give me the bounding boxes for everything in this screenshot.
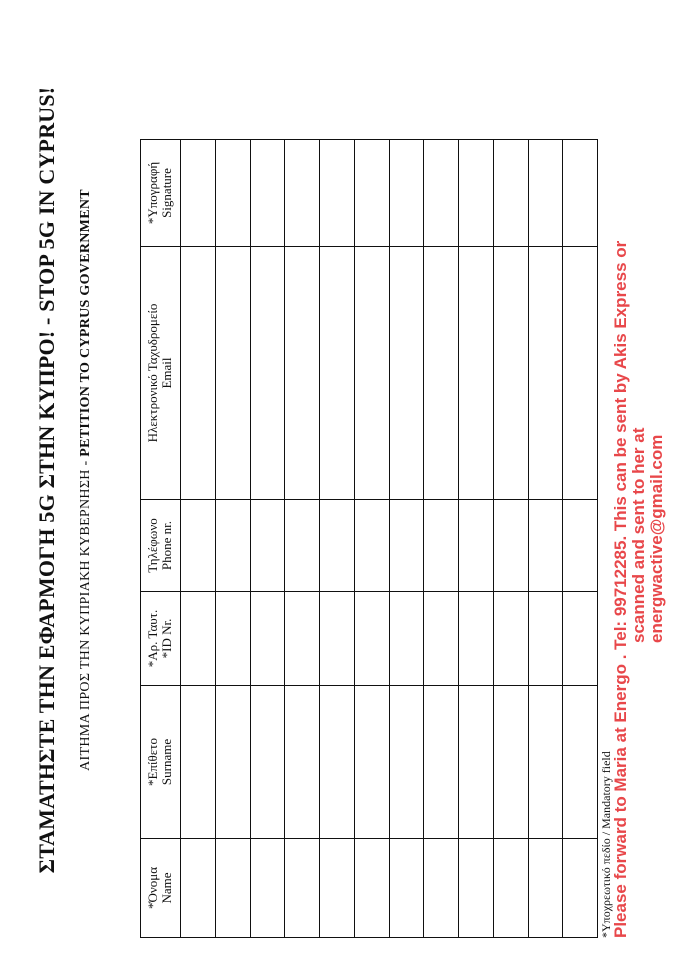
table-cell[interactable]	[389, 500, 424, 592]
table-cell[interactable]	[320, 247, 355, 500]
table-cell[interactable]	[459, 140, 494, 247]
header-english: Name	[159, 872, 174, 904]
table-cell[interactable]	[563, 839, 598, 938]
forward-email: energwactive@gmail.com	[647, 434, 666, 643]
petition-table	[140, 139, 598, 938]
table-cell[interactable]	[563, 686, 598, 839]
table-cell[interactable]	[493, 839, 528, 938]
table-cell[interactable]	[320, 140, 355, 247]
table-row	[563, 140, 598, 938]
table-cell[interactable]	[320, 686, 355, 839]
mandatory-field-note: *Υποχρεωτικό πεδίο / Mandatory field	[599, 751, 613, 938]
column-header-email	[141, 247, 181, 500]
table-cell[interactable]	[459, 839, 494, 938]
table-cell[interactable]	[424, 140, 459, 247]
document-title: ΣΤΑΜΑΤΗΣΤΕ ΤΗΝ ΕΦΑΡΜΟΓΗ 5G ΣΤΗΝ ΚΥΠΡΟ! - STOP 5G IN CYPRUS!	[34, 86, 59, 874]
table-cell[interactable]	[459, 592, 494, 686]
table-cell[interactable]	[181, 140, 216, 247]
table-cell[interactable]	[493, 592, 528, 686]
header-greek: *Επίθετο	[145, 738, 160, 786]
table-row	[459, 140, 494, 938]
table-cell[interactable]	[354, 592, 389, 686]
table-cell[interactable]	[563, 247, 598, 500]
header-english: Phone nr.	[159, 520, 174, 571]
table-cell[interactable]	[493, 247, 528, 500]
table-row	[389, 140, 424, 938]
table-cell[interactable]	[320, 592, 355, 686]
table-cell[interactable]	[389, 140, 424, 247]
table-cell[interactable]	[181, 686, 216, 839]
table-cell[interactable]	[563, 592, 598, 686]
table-cell[interactable]	[493, 140, 528, 247]
table-row	[215, 140, 250, 938]
header-greek: *Όνομα	[145, 866, 160, 910]
header-greek: *Αρ. Ταυτ.	[145, 609, 160, 668]
table-header-row	[141, 140, 181, 938]
table-cell[interactable]	[320, 839, 355, 938]
petition-table-body	[181, 140, 598, 938]
table-cell[interactable]	[215, 592, 250, 686]
table-cell[interactable]	[563, 140, 598, 247]
table-cell[interactable]	[250, 500, 285, 592]
header-english: Surname	[159, 738, 174, 786]
table-row	[320, 140, 355, 938]
table-cell[interactable]	[215, 686, 250, 839]
table-row	[424, 140, 459, 938]
table-row	[528, 140, 563, 938]
subtitle-greek: ΑΙΤΗΜΑ ΠΡΟΣ ΤΗΝ ΚΥΠΡΙΑΚΗ ΚΥΒΕΡΝΗΣΗ -	[78, 456, 93, 771]
document-subtitle	[78, 0, 94, 960]
table-cell[interactable]	[250, 140, 285, 247]
table-cell[interactable]	[424, 839, 459, 938]
table-cell[interactable]	[320, 500, 355, 592]
table-cell[interactable]	[354, 140, 389, 247]
table-row	[250, 140, 285, 938]
table-cell[interactable]	[389, 592, 424, 686]
table-cell[interactable]	[285, 839, 320, 938]
table-cell[interactable]	[424, 500, 459, 592]
table-cell[interactable]	[215, 839, 250, 938]
header-english: Email	[159, 357, 174, 389]
header-english: *ID Nr.	[159, 618, 174, 659]
table-cell[interactable]	[528, 686, 563, 839]
forward-instructions	[612, 38, 666, 938]
table-cell[interactable]	[250, 247, 285, 500]
forward-line-2: scanned and sent to her at	[629, 427, 648, 643]
table-cell[interactable]	[424, 686, 459, 839]
table-cell[interactable]	[354, 247, 389, 500]
table-cell[interactable]	[528, 247, 563, 500]
table-cell[interactable]	[285, 247, 320, 500]
table-cell[interactable]	[285, 140, 320, 247]
table-cell[interactable]	[528, 839, 563, 938]
table-cell[interactable]	[215, 247, 250, 500]
table-row	[181, 140, 216, 938]
table-cell[interactable]	[459, 247, 494, 500]
header-greek: Τηλέφωνο	[145, 518, 160, 573]
forward-line-1: Please forward to Maria at Energo . Tel: 99712285. This can be sent by Akis Express or	[611, 240, 630, 938]
table-cell[interactable]	[354, 500, 389, 592]
table-cell[interactable]	[424, 592, 459, 686]
table-cell[interactable]	[285, 686, 320, 839]
table-row	[354, 140, 389, 938]
table-cell[interactable]	[181, 500, 216, 592]
table-cell[interactable]	[354, 686, 389, 839]
column-header-phone	[141, 500, 181, 592]
table-cell[interactable]	[181, 592, 216, 686]
table-cell[interactable]	[389, 247, 424, 500]
table-cell[interactable]	[354, 839, 389, 938]
table-cell[interactable]	[424, 247, 459, 500]
column-header-id	[141, 592, 181, 686]
table-cell[interactable]	[250, 686, 285, 839]
table-cell[interactable]	[389, 686, 424, 839]
header-greek: Ηλεκτρονικό Ταχυδρομείο	[145, 303, 160, 443]
table-cell[interactable]	[389, 839, 424, 938]
table-cell[interactable]	[285, 592, 320, 686]
table-cell[interactable]	[459, 686, 494, 839]
header-english: Signature	[159, 168, 174, 218]
table-cell[interactable]	[215, 140, 250, 247]
table-row	[493, 140, 528, 938]
table-cell[interactable]	[528, 140, 563, 247]
subtitle-english: PETITION TO CYPRUS GOVERNMENT	[78, 189, 93, 457]
table-cell[interactable]	[181, 247, 216, 500]
column-header-name	[141, 839, 181, 938]
table-cell[interactable]	[459, 500, 494, 592]
table-cell[interactable]	[250, 592, 285, 686]
table-cell[interactable]	[493, 686, 528, 839]
table-cell[interactable]	[528, 592, 563, 686]
table-cell[interactable]	[285, 500, 320, 592]
header-greek: *Υπογραφή	[145, 161, 160, 225]
column-header-signature	[141, 140, 181, 247]
table-cell[interactable]	[215, 500, 250, 592]
table-cell[interactable]	[528, 500, 563, 592]
table-cell[interactable]	[181, 839, 216, 938]
table-cell[interactable]	[493, 500, 528, 592]
column-header-surname	[141, 686, 181, 839]
table-row	[285, 140, 320, 938]
table-cell[interactable]	[250, 839, 285, 938]
table-cell[interactable]	[563, 500, 598, 592]
